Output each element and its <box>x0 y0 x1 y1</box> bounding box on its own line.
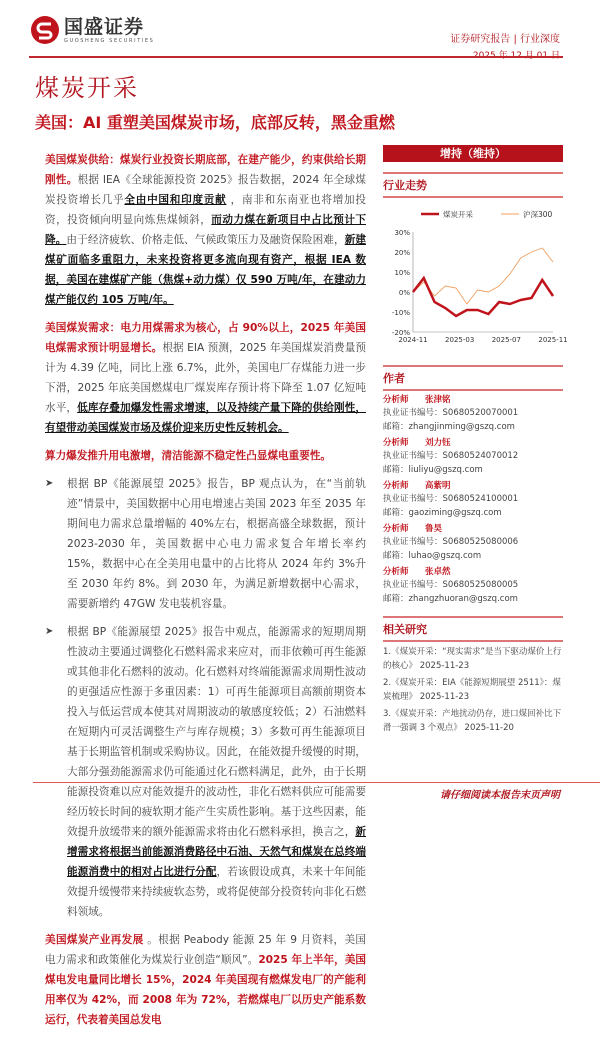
cert-number: S0680525080005 <box>443 580 519 590</box>
bullet-paragraph <box>45 474 366 614</box>
highlight-text: 美国煤炭产业再发展 <box>45 934 144 946</box>
related-title: 1.《煤炭开采：“现实需求”是当下驱动煤价上行的核心》 <box>383 647 561 671</box>
related-date: 2025-11-20 <box>465 723 514 733</box>
related-date: 2025-11-23 <box>420 661 469 671</box>
footer-divider <box>33 782 600 783</box>
analyst-role: 分析师 <box>383 437 425 450</box>
logo-mark-icon <box>30 15 60 45</box>
highlight-text: 美国煤炭需求：电力用煤需求为核心，占 90%以上，2025 年美国电煤需求预计明显增长。 <box>45 322 366 354</box>
cert-number: S0680524070012 <box>443 451 519 461</box>
analyst <box>383 480 563 520</box>
cert-label: 执业证书编号： <box>383 494 443 504</box>
analyst <box>383 394 563 434</box>
emphasis-text: 新建煤矿面临多重阻力，未来投资将更多流向现有资产，根据 IEA 数据，美国在建煤矿产能（焦煤+动力煤）仅 590 万吨/年，在建动力煤产能仅约 105 万吨/年。 <box>45 234 366 306</box>
related-list <box>383 646 563 735</box>
y-tick-label: -10% <box>392 309 410 317</box>
cert-label: 执业证书编号： <box>383 537 443 547</box>
email-label: 邮箱： <box>383 465 409 475</box>
emphasis-text: 全由中国和印度贡献 <box>124 194 226 206</box>
author-heading: 作者 <box>383 365 563 391</box>
bullet-paragraph <box>45 622 366 922</box>
y-tick-label: 10% <box>394 269 410 277</box>
analyst-email[interactable]: gaoziming@gszq.com <box>409 508 502 518</box>
rating-badge: 增持（维持） <box>383 145 563 162</box>
analyst-role: 分析师 <box>383 394 425 407</box>
x-tick-label: 2024-11 <box>398 336 427 344</box>
body-text: 根据 IEA《全球能源投资 2025》报告数据，2024 年全球煤炭投资增长几乎 <box>45 174 366 206</box>
x-tick-label: 2025-11 <box>538 336 567 344</box>
email-label: 邮箱： <box>383 422 409 432</box>
analyst <box>383 523 563 563</box>
bullet-text <box>67 474 366 614</box>
header-divider <box>29 56 563 58</box>
highlight-text: 2025 年上半年，美国煤电发电量同比增长 15%，2024 年美国现有燃煤发电厂的产能利用率仅为 42%，而 2008 年为 72%，若燃煤电厂以历史产能系数运行，代表着美国总发电 <box>45 954 366 1026</box>
analyst-email[interactable]: liuliyu@gszq.com <box>409 465 483 475</box>
related-report[interactable] <box>383 646 563 673</box>
analyst <box>383 437 563 477</box>
y-tick-label: 0% <box>399 289 410 297</box>
bullet-text <box>67 622 366 922</box>
analyst-name: 高紫明 <box>425 480 451 493</box>
analyst-role: 分析师 <box>383 480 425 493</box>
analyst-list <box>383 394 563 606</box>
body-text: 根据 EIA 预测，2025 年美国煤炭消费量预计为 4.39 亿吨，同比上涨 6.7%，此外，美国电厂存煤能力进一步下滑，2025 年底美国燃煤电厂煤炭库存预计将下降至 1.07 亿短吨水平， <box>45 342 366 414</box>
body-text: 。根据 Peabody 能源 25 年 9 月资料，美国电力需求和政策催化为煤炭行业创造“顺风”。 <box>45 934 366 966</box>
company-logo <box>30 15 154 45</box>
emphasis-text: 新增需求将根据当前能源消费路径中石油、天然气和煤炭在总终端能源消费中的相对占比进行分配 <box>67 826 366 878</box>
paragraph <box>45 318 366 438</box>
related-date: 2025-11-23 <box>420 692 469 702</box>
analyst-name: 刘力钰 <box>425 437 451 450</box>
emphasis-text: 低库存叠加爆发性需求增速，以及持续产量下降的供给刚性，有望带动美国煤炭市场及煤价迎来历史性反转机会。 <box>45 402 366 434</box>
related-heading: 相关研究 <box>383 616 563 642</box>
series-line <box>413 278 553 316</box>
related-report[interactable] <box>383 708 563 735</box>
body-text: ，若该假设成真，未来十年间能效提升缓慢带来持续疲软态势，或将促使部分投资转向非化石燃料领域。 <box>67 866 366 918</box>
y-tick-label: 30% <box>394 229 410 237</box>
report-title: 美国：AI 重塑美国煤炭市场，底部反转，黑金重燃 <box>35 110 395 133</box>
body-text: 由于经济疲软、价格走低、气候政策压力及融资保险困难， <box>66 234 344 246</box>
email-label: 邮箱： <box>383 594 409 604</box>
cert-number: S0680520070001 <box>443 408 519 418</box>
analyst <box>383 566 563 606</box>
footer-disclaimer: 请仔细阅读本报告末页声明 <box>440 786 560 801</box>
analyst-role: 分析师 <box>383 566 425 579</box>
body-text: 根据 BP《能源展望 2025》报告中观点，能源需求的短期周期性波动主要通过调整化石燃料需求来应对，而非依赖可再生能源或其他非化石燃料的波动。化石燃料对终端能源需求周期性波动的更强适应性源于多重因素：1）可再生能源项目高额前期资本投入与低运营成本使其对周期波动的敏感度较低；2）石油燃料在短期内可灵活调整生产与库存规模；3）多数可再生能源项目基于长期监管机制或采购协议。因此，在能效提升缓慢的时期，大部分强劲能源需求仍可能通过化石燃料满足，此外，由于长期能源投资难以应对能效提升的波动性，非化石燃料供应可能需要经历较长时间的疲软期才能产生实质性影响。基于这些因素，能效提升放缓带来的额外能源需求将由化石燃料承担，换言之， <box>67 626 366 838</box>
industry-name: 煤炭开采 <box>35 68 139 103</box>
logo-text: 国盛证券 <box>64 16 154 38</box>
analyst-role: 分析师 <box>383 523 425 536</box>
email-label: 邮箱： <box>383 551 409 561</box>
body-text: ，南非和东南亚也将增加投资，投资倾向明显向炼焦煤倾斜， <box>45 194 366 226</box>
trend-chart <box>383 202 563 352</box>
legend-label: 沪深300 <box>523 209 553 219</box>
analyst-name: 鲁昊 <box>425 523 442 536</box>
paragraph <box>45 930 366 1030</box>
bullet-arrow-icon: ➤ <box>45 622 67 922</box>
x-tick-label: 2025-03 <box>445 336 474 344</box>
main-body <box>45 150 366 1038</box>
cert-label: 执业证书编号： <box>383 408 443 418</box>
related-title: 3.《煤炭开采：产地扰动仍存，进口煤回补比下滑一强调 3 个观点》 <box>383 709 561 733</box>
bullet-arrow-icon: ➤ <box>45 474 67 614</box>
analyst-email[interactable]: zhangjinming@gszq.com <box>409 422 515 432</box>
emphasis-text: 而动力煤在新项目中占比预计下降。 <box>45 214 366 246</box>
report-type: 证券研究报告 | 行业深度 <box>450 30 560 45</box>
related-title: 2.《煤炭开采：EIA《能源短期展望 2511》：煤炭梳理》 <box>383 678 561 702</box>
related-report[interactable] <box>383 677 563 704</box>
trend-heading: 行业走势 <box>383 172 563 198</box>
analyst-name: 张卓然 <box>425 566 451 579</box>
analyst-name: 张津铭 <box>425 394 451 407</box>
body-text: 根据 BP《能源展望 2025》报告，BP 观点认为，在“当前轨迹”情景中，美国数据中心用电增速占美国 2023 年至 2035 年期间电力需求总量增幅的 40%左右，根据高盛全球数据，预计 2023-2030 年，美国数据中心电力需求复合年增长率约 15%，数据中心在全美用电量中的占比将从 2024 年约 3%升至 2030 年约 8%。到 2030 年，为满足新增数据中心需求，需要新增约 47GW 发电装机容量。 <box>67 478 366 610</box>
paragraph <box>45 446 366 466</box>
cert-label: 执业证书编号： <box>383 451 443 461</box>
x-tick-label: 2025-07 <box>492 336 521 344</box>
report-date <box>473 48 560 61</box>
logo-subtext: GUOSHENG SECURITIES <box>64 38 154 44</box>
highlight-text: 美国煤炭供给：煤炭行业投资长期底部，在建产能少，约束供给长期刚性。 <box>45 154 366 186</box>
highlight-text: 算力爆发推升用电激增，清洁能源不稳定性凸显煤电重要性。 <box>45 450 331 462</box>
cert-label: 执业证书编号： <box>383 580 443 590</box>
cert-number: S0680525080006 <box>443 537 519 547</box>
analyst-email[interactable]: luhao@gszq.com <box>409 551 482 561</box>
sidebar <box>383 145 563 735</box>
y-tick-label: 20% <box>394 249 410 257</box>
analyst-email[interactable]: zhangzhuoran@gszq.com <box>409 594 518 604</box>
y-tick-label: -20% <box>392 329 410 337</box>
cert-number: S0680524100001 <box>443 494 519 504</box>
paragraph <box>45 150 366 310</box>
legend-label: 煤炭开采 <box>443 209 473 219</box>
email-label: 邮箱： <box>383 508 409 518</box>
